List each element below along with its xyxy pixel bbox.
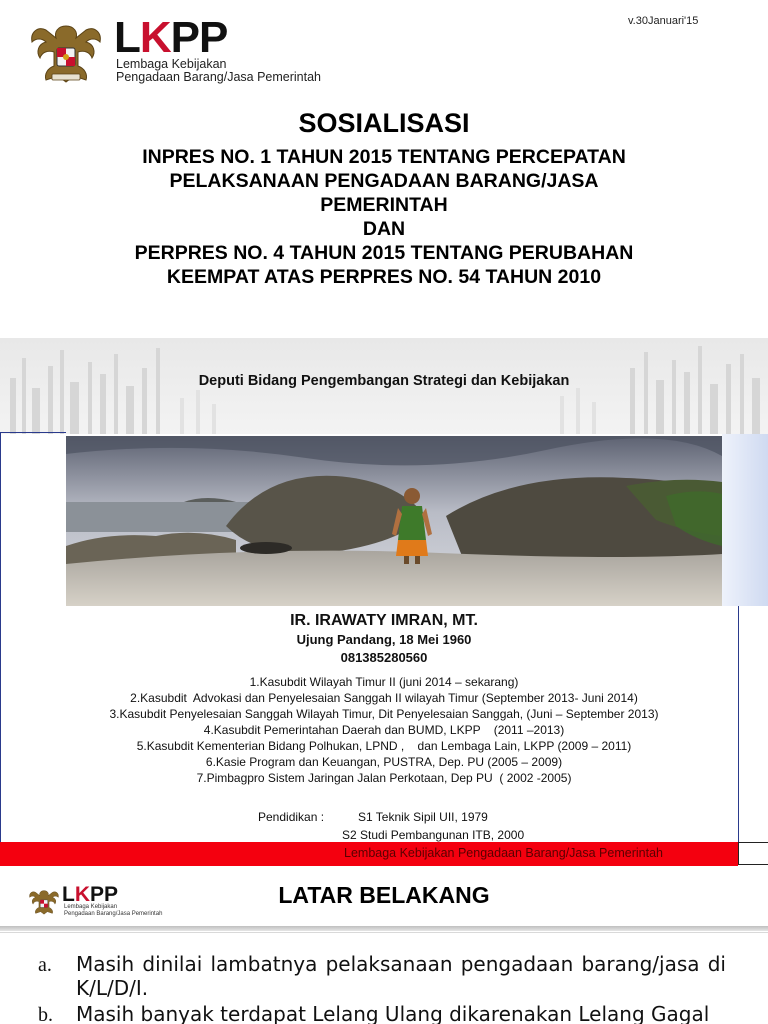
career-item: 3.Kasubdit Penyelesaian Sanggah Wilayah Timur, Dit Penyelesaian Sanggah, (Juni – September 2013): [109, 707, 659, 721]
career-item: 4.Kasubdit Pemerintahan Daerah dan BUMD, LKPP (2011 –2013): [203, 723, 565, 737]
career-item: 1.Kasubdit Wilayah Timur II (juni 2014 – sekarang): [249, 675, 519, 689]
title-divider-thin: [0, 932, 768, 933]
slide-title: SOSIALISASI: [298, 108, 470, 138]
profile-birth: Ujung Pandang, 18 Mei 1960: [296, 632, 472, 647]
list-item: [38, 952, 728, 1000]
frame-border-top: [0, 432, 66, 433]
subtitle-line: PERPRES NO. 4 TAHUN 2015 TENTANG PERUBAHAN: [134, 242, 634, 264]
slide-subtitle: [40, 145, 728, 289]
footer-text: Lembaga Kebijakan Pengadaan Barang/Jasa Pemerintah: [344, 846, 663, 860]
lkpp-logo-text: LKPP: [114, 13, 228, 62]
subtitle-line: PEMERINTAH: [320, 194, 448, 216]
tagline-line-2: Pengadaan Barang/Jasa Pemerintah: [64, 911, 163, 917]
career-item: 7.Pimbagpro Sistem Jaringan Jalan Perkotaan, Dep PU ( 2002 -2005): [196, 771, 572, 785]
subtitle-line: KEEMPAT ATAS PERPRES NO. 54 TAHUN 2010: [166, 266, 602, 288]
version-label: v.30Januari'15: [628, 15, 699, 27]
career-list: [0, 674, 768, 786]
profile-photo: [66, 436, 722, 606]
education-item: S2 Studi Pembangunan ITB, 2000: [342, 828, 525, 842]
lkpp-tagline: [116, 58, 321, 84]
tagline-line-1: Lembaga Kebijakan: [64, 904, 118, 910]
slide-title: LATAR BELAKANG: [278, 882, 490, 908]
profile-photo-image: [66, 436, 722, 606]
education-item: S1 Teknik Sipil UII, 1979: [358, 810, 488, 824]
subtitle-line: INPRES NO. 1 TAHUN 2015 TENTANG PERCEPATAN: [142, 146, 626, 168]
title-divider: [0, 926, 768, 931]
list-item-letter: a.: [38, 954, 52, 976]
tagline-line-1: Lembaga Kebijakan: [116, 57, 227, 71]
deputi-label: Deputi Bidang Pengembangan Strategi dan Kebijakan: [198, 373, 570, 389]
profile-name: IR. IRAWATY IMRAN, MT.: [290, 612, 478, 629]
career-item: 5.Kasubdit Kementerian Bidang Polhukan, LPND , dan Lembaga Lain, LKPP (2009 – 2011): [136, 739, 632, 753]
garuda-emblem-icon: [28, 20, 104, 86]
list-item-letter: b.: [38, 1004, 53, 1024]
slide-latar-belakang: [0, 866, 768, 1024]
subtitle-line: PELAKSANAAN PENGADAAN BARANG/JASA: [169, 170, 599, 192]
list-item: [38, 1002, 728, 1024]
lkpp-logo-text: LKPP: [62, 883, 119, 906]
list-item-text: Masih banyak terdapat Lelang Ulang dikarenakan Lelang Gagal: [76, 1002, 710, 1024]
footer-page-box: [738, 842, 768, 865]
subtitle-line: DAN: [362, 218, 406, 240]
profile-phone: 081385280560: [340, 650, 428, 665]
tagline-line-2: Pengadaan Barang/Jasa Pemerintah: [116, 70, 322, 84]
frame-accent-right: [722, 434, 768, 606]
list-item-text: Masih dinilai lambatnya pelaksanaan pengadaan barang/jasa di K/L/D/I.: [76, 952, 726, 1000]
education-label: Pendidikan :: [258, 810, 325, 824]
career-item: 2.Kasubdit Advokasi dan Penyelesaian Sanggah II wilayah Timur (September 2013- Juni 2014): [130, 691, 638, 705]
career-item: 6.Kasie Program dan Keuangan, PUSTRA, Dep. PU (2005 – 2009): [205, 755, 563, 769]
